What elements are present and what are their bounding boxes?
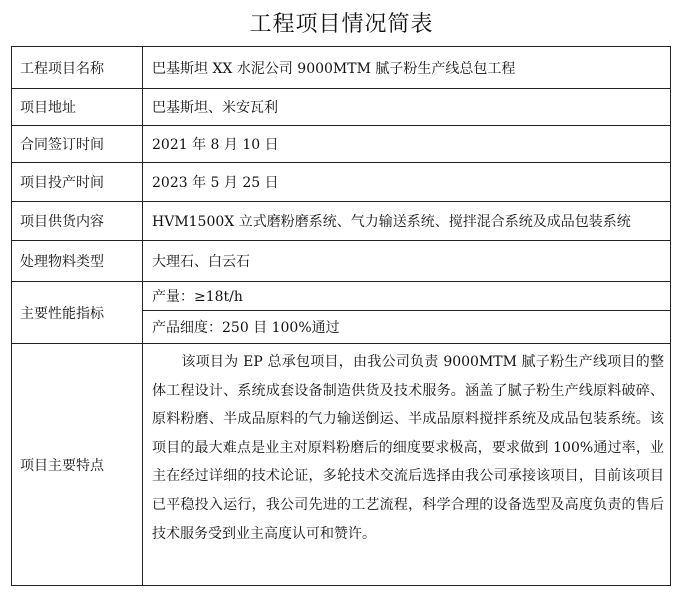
contract-date-value: 2021 年 8 月 10 日 [143,126,671,163]
material-type-value: 大理石、白云石 [143,241,671,282]
table-row [12,344,671,586]
table-row [12,47,671,89]
performance-label: 主要性能指标 [12,282,143,344]
material-type-label: 处理物料类型 [12,241,143,282]
contract-date-label: 合同签订时间 [12,126,143,163]
features-label: 项目主要特点 [12,344,143,586]
features-paragraph: 该项目为 EP 总承包项目，由我公司负责 9000MTM 腻子粉生产线项目的整体工程设计、系统成套设备制造供货及技术服务。涵盖了腻子粉生产线原料破碎、原料粉磨、半成品原料的气力输送倒运、半成品原料搅拌系统及成品包装系统。该项目的最大难点是业主对原料粉磨后的细度要求极高，要求做到 100%通过率，业主在经过详细的技术论证，多轮技术交流后选择由我公司承接该项目，目前该项目已平稳投入运行，我公司先进的工艺流程，科学合理的设备选型及高度负责的售后技术服务受到业主高度认可和赞许。 [152,354,664,542]
table-row [12,241,671,282]
table-row [12,163,671,202]
project-name-label: 工程项目名称 [12,47,143,89]
table-row [12,282,671,311]
table-row [12,89,671,126]
commissioning-date-value: 2023 年 5 月 25 日 [143,163,671,202]
features-cell [143,344,671,586]
performance-output-value: 产量：≥18t/h [143,282,671,311]
location-label: 项目地址 [12,89,143,126]
table-row [12,202,671,241]
project-summary-table [11,46,671,586]
supply-scope-label: 项目供货内容 [12,202,143,241]
document-title: 工程项目情况简表 [249,12,434,37]
performance-fineness-value: 产品细度：250 目 100%通过 [143,311,671,344]
supply-scope-value: HVM1500X 立式磨粉磨系统、气力输送系统、搅拌混合系统及成品包装系统 [143,202,671,241]
table-row [12,126,671,163]
project-name-value: 巴基斯坦 XX 水泥公司 9000MTM 腻子粉生产线总包工程 [143,47,671,89]
commissioning-date-label: 项目投产时间 [12,163,143,202]
location-value: 巴基斯坦、米安瓦利 [143,89,671,126]
